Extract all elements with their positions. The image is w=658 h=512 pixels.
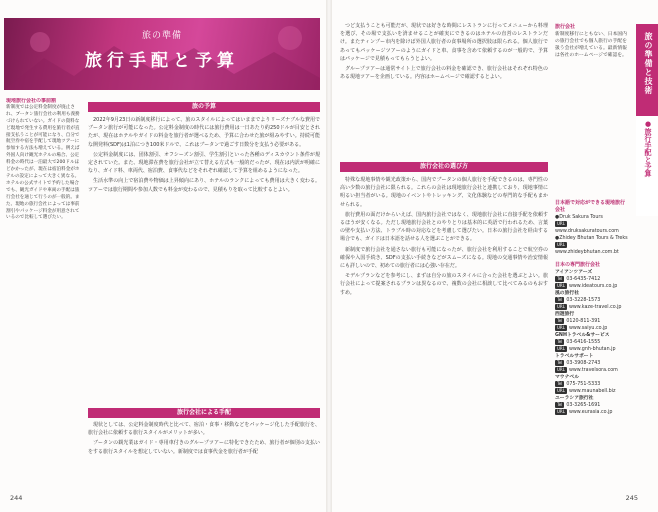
page-number-left: 244 bbox=[10, 494, 23, 502]
agency-name: Druk Sakura Tours bbox=[559, 215, 603, 220]
sidebar-note bbox=[6, 98, 80, 468]
paragraph: ブータンの観光業はガイド・専用車付きのグループツアーに特化できたため、旅行者が個別の支払いをする旅行スタイルを想定していない。新制度では食事代金を旅行者が手配 bbox=[88, 440, 320, 455]
agency-name: 風の旅行社 bbox=[555, 291, 579, 296]
agency-tel bbox=[555, 381, 629, 388]
url-tag: URL bbox=[557, 367, 565, 372]
url-tag: URL bbox=[557, 388, 565, 393]
url-tag: URL bbox=[557, 409, 565, 414]
banner-title: 旅行手配と予算 bbox=[85, 51, 239, 71]
section-heading-budget: 旅の予算 bbox=[88, 102, 320, 112]
paragraph: グループツアーは通常サイト上で旅行会社の料金を確認でき、旅行会社はそれぞれ特色のある現地ツアーを企画している。内容はホームページで確認するとよい。 bbox=[340, 66, 548, 81]
chapter-tab-label: 旅の準備と技術 bbox=[644, 32, 653, 95]
agency-name: Zhidey Bhutan Tours & Treks bbox=[559, 236, 628, 241]
url-tag: URL bbox=[557, 325, 565, 330]
tel-value: 03-6435-7412 bbox=[566, 277, 601, 282]
arrangement-text bbox=[88, 421, 320, 491]
info-japan-agencies bbox=[555, 262, 629, 416]
info-agency bbox=[555, 24, 629, 59]
paragraph: 2022年9月23日の新制度移行によって、旅のスタイルによってはいままでよりリーズナブルな費用でブータン旅行が可能になった。公定料金制度の時代には旅行費用は一日あたり約250ドルが目安とされたが、現在はホテルやガイドの料金を旅行者が選べるため、予算に合わせた旅が組みやすい。持続可能な開発料(SDF)は1泊につき100米ドルで、これはブータンで過ごす日数分を支払う必要がある。 bbox=[88, 117, 320, 148]
list-item[interactable] bbox=[555, 242, 629, 256]
section-heading-arrangement: 旅行会社による手配 bbox=[88, 408, 320, 418]
sidebar-title: 現地旅行会社の事前割 bbox=[6, 98, 57, 104]
agency-url-row[interactable] bbox=[555, 367, 629, 374]
agency-tel bbox=[555, 402, 629, 409]
tel-value: 03-3228-1573 bbox=[566, 298, 601, 303]
info-title: 日本語で対応ができる現地旅行会社 bbox=[555, 200, 626, 213]
paragraph: 生活水準の向上で宿泊費や物価は上昇傾向にあり、ホテルのランクによっても費用は大きく変わる。ツアーでは旅行期間や参加人数でも料金が変わるので、見積もりを取って比較するとよい。 bbox=[88, 178, 320, 193]
tel-value: 03-6416-1555 bbox=[566, 340, 601, 345]
agency-url[interactable]: www.ideatours.co.jp bbox=[568, 284, 618, 289]
paragraph: 特殊な現地事情や観光政策から、国内でブータンの個人旅行を手配できるのは、専門性の高い少数の旅行会社に限られる。これらの会社は現地旅行会社と連携しており、現地事情に明るい担当者がいる。現地のイベントやトレッキング、文化体験などの専門的な手配もまかせられる。 bbox=[340, 177, 548, 208]
paragraph: モデルプランなどを参考にし、まずは自分の旅のスタイルに合った会社を選ぶとよい。旅行会社によって提案されるプランは異なるので、複数の会社に相談して比べてみるのもおすすめ。 bbox=[340, 273, 548, 296]
paragraph: 旅行費用の面だけからいえば、国内旅行会社ではなく、現地旅行会社に直接手配を依頼するほうが安くなる。ただし現地旅行会社とのやりとりは基本的に英語で行われるため、言葉の壁や支払い方法、トラブル時の対応などを考慮して選びたい。日本の旅行会社を経由する場合でも、ガイドは日本語を話せる人を選ぶことができる。 bbox=[340, 211, 548, 243]
agency-tel bbox=[555, 318, 629, 325]
agency-name: アイアンツアーズ bbox=[555, 270, 593, 275]
tel-tag: Tel bbox=[557, 360, 563, 365]
list-item: ●Druk Sakura Tours bbox=[555, 215, 603, 220]
tel-tag: Tel bbox=[557, 381, 563, 386]
agency-name: GNHトラベル&サービス bbox=[555, 333, 610, 338]
agency-url[interactable]: www.saiyu.co.jp bbox=[568, 326, 608, 331]
right-text-top bbox=[340, 22, 548, 158]
agency-url-row[interactable] bbox=[555, 409, 629, 416]
section-heading-choose-agency: 旅行会社の選び方 bbox=[340, 162, 548, 172]
url-tag: URL bbox=[557, 283, 565, 288]
page-gutter bbox=[326, 0, 332, 512]
section-tab-label: ●旅行手配と予算 bbox=[644, 120, 652, 177]
list-item[interactable] bbox=[555, 221, 629, 235]
url-tag: URL bbox=[557, 304, 565, 309]
agency-url[interactable]: www.kaze-travel.co.jp bbox=[568, 305, 622, 310]
tel-tag: Tel bbox=[557, 318, 563, 323]
sidebar-body: 新制度では公定料金制度が廃止され、ブータン旅行会社の利用も義務づけられていない。ガイドの資料など現地で発生する費用を旅行者が直接支払うことが可能になり、自分で航空券や宿を手配して現地ツアーに参加する方法も増えている。例えば外国人向け観光ホテルの場合、公定料金の時代は一泊最大で200ドルほどかかったが、現在は宿泊料金がホテルの設定によって大きく異なる。ホテルの公式サイトで予約した場合でも、観光ガイドや車両の手配は旅行会社を通じて行うのが一般的。また、現地の旅行会社によっては事前割引やパッケージ料金が用意されているので比較して選びたい。 bbox=[6, 104, 80, 221]
page-number-right: 245 bbox=[625, 494, 638, 502]
right-text-main bbox=[340, 176, 548, 488]
agency-name: トラベルサポート bbox=[555, 354, 594, 359]
agency-url-row[interactable] bbox=[555, 283, 629, 290]
paragraph: 現状としては、公定料金制度時代と比べて、宿泊・食事・移動などをパッケージ化した手配旅行を、旅行会社に依頼する旅行スタイルがメリットが多い。 bbox=[88, 422, 320, 437]
tel-tag: Tel bbox=[557, 297, 563, 302]
tel-tag: Tel bbox=[557, 402, 563, 407]
budget-text bbox=[88, 116, 320, 404]
agency-url[interactable]: www.eurasia.co.jp bbox=[568, 410, 613, 415]
tel-value: 0120-811-391 bbox=[566, 319, 601, 324]
section-tab-text: 旅行手配と予算 bbox=[644, 128, 652, 177]
tel-tag: Tel bbox=[557, 339, 563, 344]
agency-tel bbox=[555, 339, 629, 346]
agency-name: マウナベル bbox=[555, 375, 579, 380]
url-tag: URL bbox=[557, 242, 565, 247]
paragraph: 公定料金制度には、団体割引、オフシーズン割引、学生割引といった各種のディスカウント条件が規定されていた。また、現地滞在費を旅行会社が立て替える方式も一般的だったが、現在は内訳が明確になり、ガイド料、車両代、宿泊費、食事代などをそれぞれ確認して予算を組めるようになった。 bbox=[88, 151, 320, 175]
banner-subtitle: 旅の準備 bbox=[141, 31, 182, 41]
agency-url[interactable]: www.maunabell.biz bbox=[568, 389, 616, 394]
chapter-banner bbox=[4, 18, 320, 90]
paragraph: 新制度で旅行会社を通さない旅行も可能になったが、旅行会社を利用することで航空券の確保や入国手続き、SDFの支払い手続きなどがスムーズになる。現地の交通事情や治安情報にも詳しいので、初めての旅行者には心強い存在だ。 bbox=[340, 246, 548, 270]
agency-tel bbox=[555, 297, 629, 304]
agency-url-row[interactable] bbox=[555, 304, 629, 311]
info-title: 日本の専門旅行会社 bbox=[555, 262, 601, 268]
url-tag: URL bbox=[557, 346, 565, 351]
agency-url-row[interactable] bbox=[555, 325, 629, 332]
agency-tel bbox=[555, 276, 629, 283]
agency-url-row[interactable] bbox=[555, 388, 629, 395]
info-title: 旅行会社 bbox=[555, 24, 576, 30]
agency-url[interactable]: www.zhideybhutan.com.bt bbox=[555, 250, 619, 255]
list-item: ●Zhidey Bhutan Tours & Treks bbox=[555, 236, 628, 241]
tel-tag: Tel bbox=[557, 276, 563, 281]
agency-url[interactable]: www.gnh-bhutan.jp bbox=[568, 347, 616, 352]
agency-name: ユーラシア旅行社 bbox=[555, 396, 594, 401]
agency-list bbox=[555, 269, 629, 416]
info-body: 新制度移行にともない、日本国内の旅行会社でも個人旅行の手配を扱う会社が増えている。最新情報は各社のホームページで確認を。 bbox=[555, 32, 627, 58]
tel-value: 075-751-5333 bbox=[566, 382, 601, 387]
tel-value: 03-3265-1691 bbox=[566, 403, 601, 408]
agency-url[interactable]: www.travelsora.com bbox=[568, 368, 618, 373]
tel-value: 03-3908-2743 bbox=[566, 361, 601, 366]
paragraph: つど支払うことも可能だが、現状では好きな時間にレストランに行ってメニューから料理を選び、その場で支払いを済ませることが確実にできるのはホテルの直営のレストランだけ。またティンプー市内を除けば外国人旅行者の食事場所の選択肢は限られる。個人旅行であってもパッケージツアーのようにガイドと車、食事を含めて依頼するのが一般的で、予算はパッケージで見積もってもらうとよい。 bbox=[340, 23, 548, 62]
url-tag: URL bbox=[557, 221, 565, 226]
agency-tel bbox=[555, 360, 629, 367]
agency-name: 西遊旅行 bbox=[555, 312, 575, 317]
agency-url[interactable]: www.druksakuratours.com bbox=[555, 229, 619, 234]
info-local-agencies bbox=[555, 200, 629, 256]
agency-url-row[interactable] bbox=[555, 346, 629, 353]
